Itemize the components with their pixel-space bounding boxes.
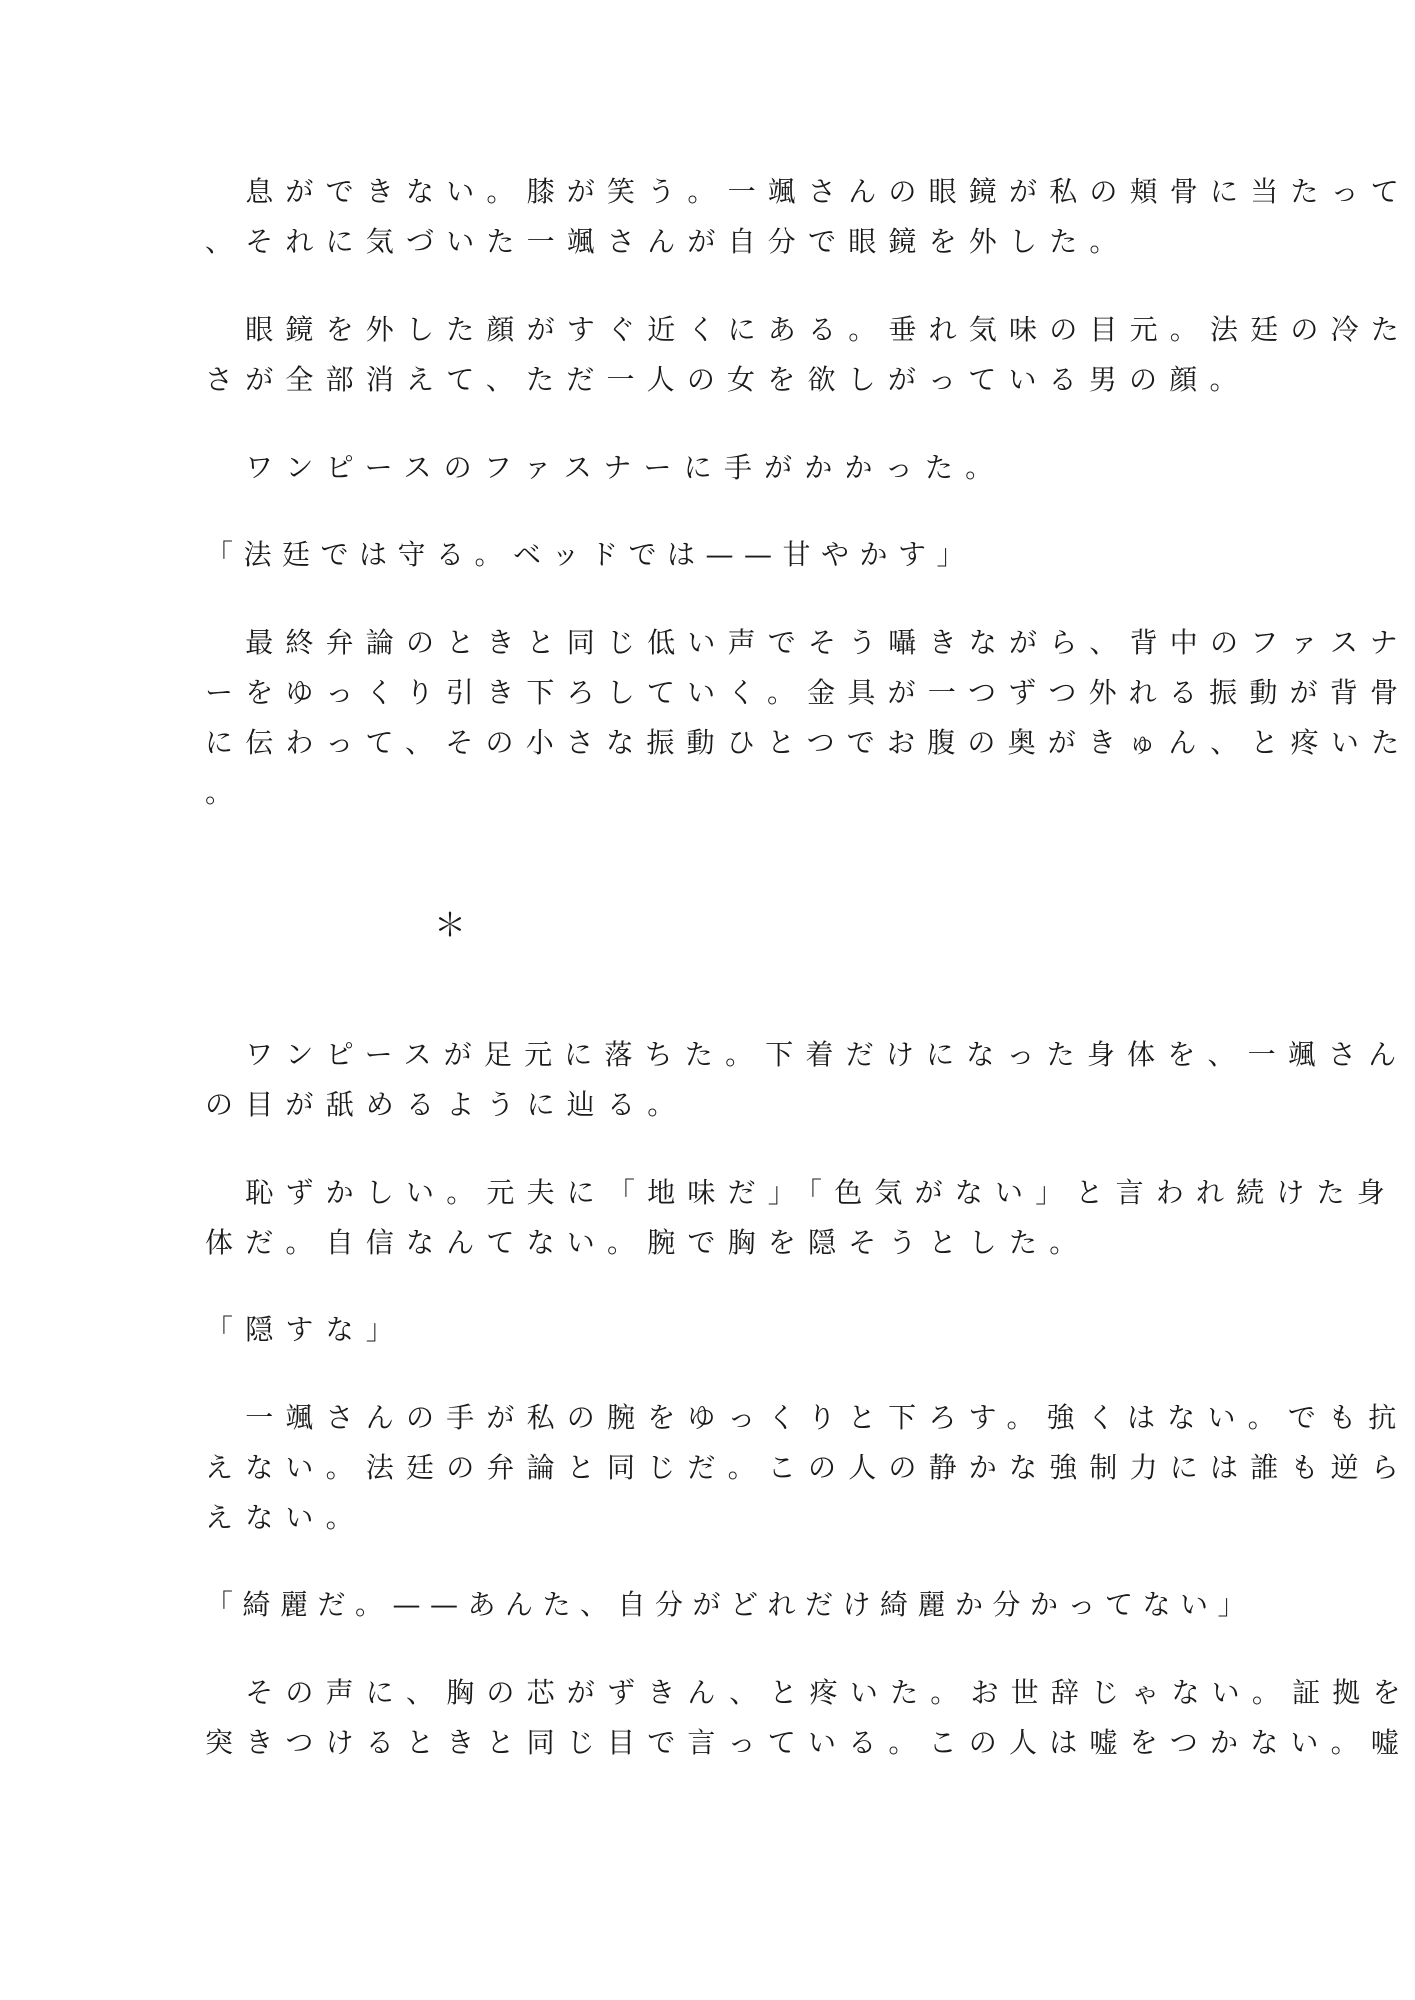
text-line: に伝わって、その小さな振動ひとつでお腹の奥がきゅん、と疼いた xyxy=(205,726,1412,759)
text-line: の目が舐めるように辿る。 xyxy=(205,1088,688,1121)
text-line: えない。 xyxy=(205,1501,366,1534)
section-separator: ＊ xyxy=(434,906,467,944)
text-line: 一颯さんの手が私の腕をゆっくりと下ろす。強くはない。でも抗 xyxy=(205,1401,1409,1434)
text-line: 眼鏡を外した顔がすぐ近くにある。垂れ気味の目元。法廷の冷た xyxy=(205,313,1412,346)
text-line: 体だ。自信なんてない。腕で胸を隠そうとした。 xyxy=(205,1226,1090,1259)
dialogue-line: 「綺麗だ。——あんた、自分がどれだけ綺麗か分かってない」 xyxy=(205,1588,1256,1621)
text-line: 突きつけるときと同じ目で言っている。この人は嘘をつかない。嘘 xyxy=(205,1726,1412,1759)
text-line: さが全部消えて、ただ一人の女を欲しがっている男の顔。 xyxy=(205,363,1250,396)
dialogue-line: 「隠すな」 xyxy=(205,1313,407,1346)
text-line: 、それに気づいた一颯さんが自分で眼鏡を外した。 xyxy=(205,225,1130,258)
text-line: 最終弁論のときと同じ低い声でそう囁きながら、背中のファスナ xyxy=(205,626,1410,659)
text-line: その声に、胸の芯がずきん、と疼いた。お世辞じゃない。証拠を xyxy=(205,1676,1413,1709)
text-line: 息ができない。膝が笑う。一颯さんの眼鏡が私の頬骨に当たって xyxy=(205,175,1412,208)
text-line: ワンピースが足元に落ちた。下着だけになった身体を、一颯さん xyxy=(205,1038,1409,1071)
dialogue-line: 「法廷では守る。ベッドでは——甘やかす」 xyxy=(205,538,976,571)
text-line: えない。法廷の弁論と同じだ。この人の静かな強制力には誰も逆ら xyxy=(205,1451,1412,1484)
text-line: ーをゆっくり引き下ろしていく。金具が一つずつ外れる振動が背骨 xyxy=(205,676,1411,709)
text-line: ワンピースのファスナーに手がかかった。 xyxy=(205,451,1006,484)
text-line: 恥ずかしい。元夫に「地味だ」「色気がない」と言われ続けた身 xyxy=(205,1176,1398,1209)
text-line: 。 xyxy=(205,776,246,809)
